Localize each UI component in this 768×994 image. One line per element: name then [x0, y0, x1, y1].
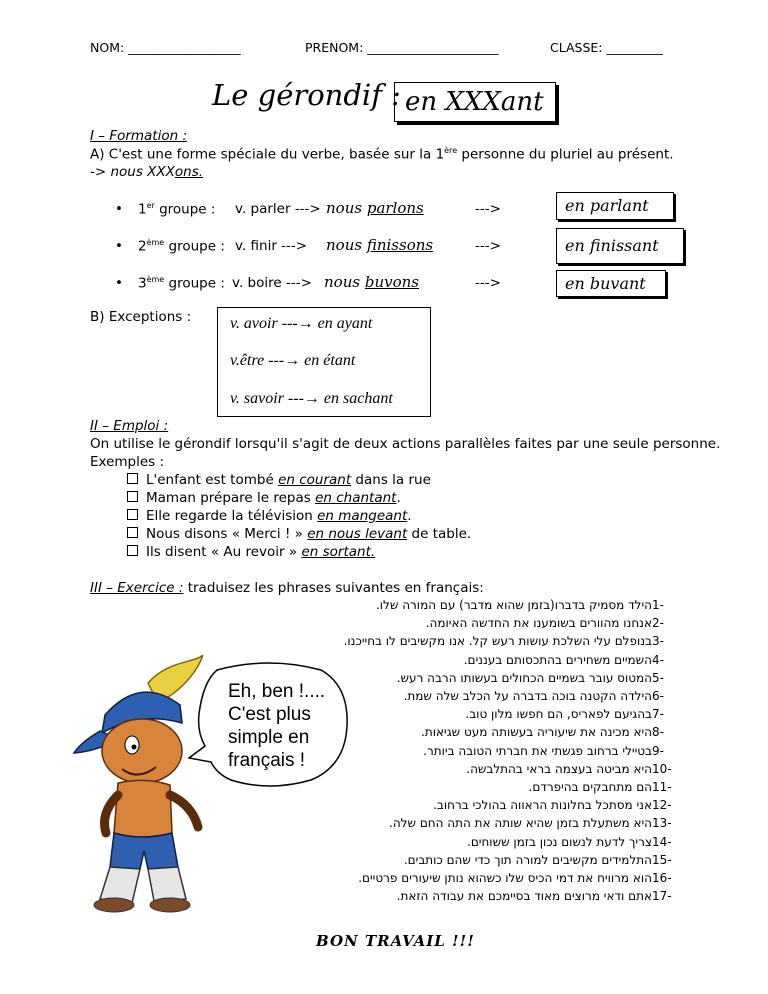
bullet-dot: •: [115, 275, 123, 291]
sentence-number: -6: [652, 689, 664, 703]
exception-item: v.être ---→ en étant: [230, 352, 356, 369]
sentence-number: -2: [652, 616, 664, 631]
nom-field: NOM: __________________: [90, 40, 241, 55]
sentence-text: היא מכינה את שיעוריה בעשותה מעט שגיאות.: [421, 725, 652, 740]
sentence-number: -8: [652, 725, 664, 740]
prenom-field: PRENOM: _____________________: [305, 40, 499, 55]
formation-rule: A) C'est une forme spéciale du verbe, basée sur la 1ère personne du pluriel au présent.: [90, 146, 674, 163]
exercise-sentence: [376, 598, 678, 612]
exception-item: v. savoir ---→ en sachant: [230, 390, 393, 407]
example-item: Nous disons « Merci ! » en nous levant de table.: [127, 526, 471, 542]
exercise-sentence: [529, 780, 678, 794]
checkbox-icon: [127, 545, 138, 556]
group-nous-form: nous parlons: [326, 199, 424, 217]
group-answer-box: en parlant: [556, 192, 674, 220]
sentence-number: -13: [652, 816, 672, 831]
group-answer-box: en finissant: [556, 228, 684, 264]
group-nous-form: nous finissons: [326, 236, 434, 254]
sentence-number: -11: [652, 780, 672, 794]
exercise-sentence: [426, 616, 678, 630]
sentence-text: צריך לדעת לנשום נכון בזמן ששוחים.: [467, 834, 652, 849]
sentence-text: התלמידים מקשיבים למורה תוך כדי שהם כותבים.: [403, 852, 652, 867]
group-arrow: --->: [475, 275, 501, 291]
group-answer-box: en buvant: [556, 270, 666, 297]
bullet-dot: •: [115, 201, 123, 217]
checkbox-icon: [127, 509, 138, 520]
group-nous-form: nous buvons: [324, 273, 419, 291]
exercise-sentence: [433, 798, 678, 812]
exercise-sentence: [421, 725, 678, 739]
checkbox-icon: [127, 491, 138, 502]
exception-item: v. avoir ---→ en ayant: [230, 315, 373, 332]
group-label: 3ème groupe :: [138, 275, 225, 292]
section-exercice-heading: III – Exercice : traduisez les phrases suivantes en français:: [90, 580, 484, 596]
group-verb: v. parler --->: [235, 201, 321, 217]
sentence-text: אני מסתכל בחלונות הראווה בהולכי ברחוב.: [433, 798, 652, 813]
exercise-sentence: [404, 853, 678, 867]
exercise-sentence: [464, 653, 678, 667]
sentence-text: הוא מרוויח את דמי הכיס שלו כשהוא נותן שיעורים פרטיים.: [358, 871, 652, 885]
sentence-number: -9: [652, 743, 664, 758]
sentence-number: -12: [652, 798, 672, 813]
bullet-dot: •: [115, 238, 123, 254]
sentence-text: היא משתעלת בזמן שהיא שותה את התה החם שלה.: [389, 816, 652, 831]
page-title: Le gérondif :: [212, 78, 401, 112]
exercise-sentence: [466, 762, 678, 776]
group-label: 1er groupe :: [138, 201, 216, 218]
sentence-number: -1: [652, 598, 664, 612]
group-arrow: --->: [475, 238, 501, 254]
exercise-sentence: [423, 744, 678, 758]
sentence-number: -4: [652, 652, 664, 667]
sentence-text: הילד מסמיק בדברו(בזמן שהוא מדבר) עם המורה שלו.: [375, 598, 652, 612]
classe-field: CLASSE: _________: [550, 40, 663, 55]
sentence-number: -7: [652, 707, 664, 722]
example-item: Elle regarde la télévision en mangeant.: [127, 508, 412, 524]
emploi-intro: On utilise le gérondif lorsqu'il s'agit de deux actions parallèles faites par une seule personne.: [90, 436, 721, 452]
sentence-number: -3: [652, 634, 664, 649]
example-item: Ils disent « Au revoir » en sortant.: [127, 544, 375, 560]
sentence-text: המטוס עובר בשמיים הכחולים בעשותו הרבה רעש.: [396, 670, 652, 685]
sentence-text: השמיים משחירים בהתכסותם בעננים.: [463, 652, 652, 667]
sentence-number: -10: [652, 761, 672, 776]
formation-pattern: -> nous XXXons.: [90, 164, 204, 180]
sentence-text: הם מתחבקים בהיפרדם.: [528, 780, 652, 794]
sentence-text: היא מביטה בעצמה בראי בהתלבשה.: [466, 761, 652, 776]
title-formula-box: en XXXant: [394, 82, 556, 122]
sentence-number: -16: [652, 871, 672, 885]
sentence-text: בטיילי ברחוב פגשתי את חברתי הטובה ביותר.: [423, 743, 652, 758]
section-emploi-heading: II – Emploi :: [90, 418, 169, 434]
group-label: 2ème groupe :: [138, 238, 225, 255]
group-verb: v. finir --->: [235, 238, 308, 254]
checkbox-icon: [127, 473, 138, 484]
section-formation-heading: I – Formation :: [90, 128, 188, 144]
sentence-text: אנחנו מהוורים בשומענו את החדשה האיומה.: [425, 616, 652, 631]
exceptions-label: B) Exceptions :: [90, 309, 192, 325]
group-verb: v. boire --->: [232, 275, 312, 291]
exercise-sentence: [465, 707, 678, 721]
example-item: L'enfant est tombé en courant dans la rue: [127, 472, 431, 488]
exercise-sentence: [467, 835, 678, 849]
group-arrow: --->: [475, 201, 501, 217]
sentence-number: -14: [652, 834, 672, 849]
exercise-sentence: [397, 671, 678, 685]
sentence-text: בהגיעם לפאריס, הם חפשו מלון טוב.: [465, 707, 652, 722]
speech-bubble-text: Eh, ben !.... C'est plus simple en français !: [228, 681, 326, 771]
sentence-number: -5: [652, 670, 664, 685]
exercise-sentence: [397, 889, 678, 903]
exercise-sentence: [344, 634, 678, 648]
checkbox-icon: [127, 527, 138, 538]
exercise-sentence: [404, 689, 678, 703]
footer-encouragement: BON TRAVAIL !!!: [316, 932, 475, 950]
exercise-sentence: [358, 871, 678, 885]
examples-label: Exemples :: [90, 454, 165, 470]
sentence-text: אתם ודאי מרוצים מאוד בסיימכם את עבודה הזאת.: [396, 889, 652, 904]
exercise-sentence: [389, 816, 678, 830]
example-item: Maman prépare le repas en chantant.: [127, 490, 401, 506]
sentence-number: -15: [652, 852, 672, 867]
sentence-text: בנופלם עלי השלכת עושות רעש קל. אנו מקשיבים לו בחייכנו.: [343, 634, 652, 649]
sentence-text: הילדה הקטנה בוכה בדברה על הכלב שלה שמת.: [403, 689, 652, 703]
sentence-number: -17: [652, 889, 672, 904]
